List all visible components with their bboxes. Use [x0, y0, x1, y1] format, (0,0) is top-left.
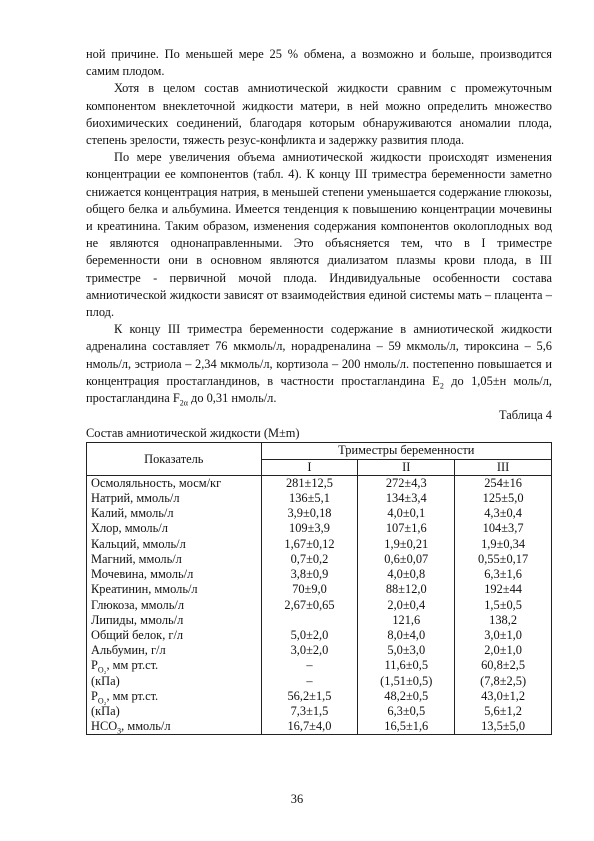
value-trimester-3: 125±5,0	[455, 491, 552, 506]
table-row	[87, 674, 552, 689]
value-trimester-1: 1,67±0,12	[261, 537, 358, 552]
row-indicator	[87, 704, 262, 719]
table-row	[87, 491, 552, 506]
paragraph-2: Хотя в целом состав амниотической жидкости сравним с промежуточным компонентом внеклеточной жидкости матери, в ней можно определить множество биохимических соединений, благодаря которым обнаруживаются аномалии плода, степень зрелости, тяжесть резус-конфликта и задержку развития плода.	[86, 81, 552, 148]
table-title: Состав амниотической жидкости (M±m)	[86, 426, 300, 441]
value-trimester-2: 11,6±0,5	[358, 658, 455, 673]
table-row	[87, 598, 552, 613]
value-trimester-2: 1,9±0,21	[358, 537, 455, 552]
value-trimester-2: 6,3±0,5	[358, 704, 455, 719]
indicator-unit: , мм рт.ст.	[106, 658, 159, 673]
header-indicator: Показатель	[87, 443, 262, 475]
indicator-label: (кПа)	[91, 703, 120, 718]
table-row	[87, 658, 552, 673]
indicator-unit: , ммоль/л	[121, 719, 171, 734]
value-trimester-2: 272±4,3	[358, 475, 455, 491]
indicator-label: Глюкоза, ммоль/л	[91, 597, 185, 612]
value-trimester-3: 6,3±1,6	[455, 567, 552, 582]
value-trimester-2: 0,6±0,07	[358, 552, 455, 567]
paragraph-4-end: до 0,31 нмоль/л.	[187, 391, 277, 406]
indicator-label: Креатинин, ммоль/л	[91, 582, 198, 597]
table-row	[87, 613, 552, 628]
table-number: Таблица 4	[499, 408, 552, 423]
row-indicator	[87, 658, 262, 673]
value-trimester-1: 56,2±1,5	[261, 689, 358, 704]
indicator-label: Мочевина, ммоль/л	[91, 567, 194, 582]
table-row	[87, 628, 552, 643]
header-trimester-3: III	[455, 459, 552, 475]
row-indicator	[87, 567, 262, 582]
value-trimester-2: (1,51±0,5)	[358, 674, 455, 689]
subscript-e2: 2	[439, 381, 444, 391]
table-row	[87, 582, 552, 597]
value-trimester-1: 70±9,0	[261, 582, 358, 597]
table-row	[87, 506, 552, 521]
row-indicator	[87, 552, 262, 567]
paragraph-4-mid: до 1,05±н моль/л, простагландина F	[86, 373, 552, 406]
row-indicator	[87, 689, 262, 704]
value-trimester-2: 2,0±0,4	[358, 598, 455, 613]
value-trimester-2: 107±1,6	[358, 521, 455, 536]
value-trimester-1: 281±12,5	[261, 475, 358, 491]
value-trimester-3: 3,0±1,0	[455, 628, 552, 643]
table-row	[87, 567, 552, 582]
row-indicator	[87, 719, 262, 735]
page-number: 36	[290, 792, 304, 806]
indicator-label: P	[91, 658, 98, 673]
value-trimester-1: –	[261, 658, 358, 673]
header-trimesters: Триместры беременности	[261, 443, 551, 459]
value-trimester-3: 138,2	[455, 613, 552, 628]
paragraph-1: ной причине. По меньшей мере 25 % обмена, а возможно и больше, производится самим плодом.	[86, 47, 552, 79]
indicator-label: Липиды, ммоль/л	[91, 612, 184, 627]
value-trimester-3: 4,3±0,4	[455, 506, 552, 521]
value-trimester-1: 7,3±1,5	[261, 704, 358, 719]
value-trimester-1: 2,67±0,65	[261, 598, 358, 613]
row-indicator	[87, 598, 262, 613]
value-trimester-2: 121,6	[358, 613, 455, 628]
indicator-label: Кальций, ммоль/л	[91, 536, 186, 551]
row-indicator	[87, 628, 262, 643]
paragraph-4	[86, 321, 552, 407]
value-trimester-1: 5,0±2,0	[261, 628, 358, 643]
row-indicator	[87, 674, 262, 689]
row-indicator	[87, 582, 262, 597]
page-content	[86, 46, 552, 735]
indicator-label: P	[91, 688, 98, 703]
indicator-label: Хлор, ммоль/л	[91, 521, 168, 536]
indicator-label: Магний, ммоль/л	[91, 551, 182, 566]
value-trimester-3: 192±44	[455, 582, 552, 597]
value-trimester-3: 60,8±2,5	[455, 658, 552, 673]
table-row	[87, 552, 552, 567]
indicator-label: HCO	[91, 719, 118, 734]
row-indicator	[87, 537, 262, 552]
header-trimester-1: I	[261, 459, 358, 475]
value-trimester-1: 3,0±2,0	[261, 643, 358, 658]
value-trimester-2: 4,0±0,8	[358, 567, 455, 582]
table-row	[87, 719, 552, 735]
indicator-label: Общий белок, г/л	[91, 627, 184, 642]
value-trimester-1	[261, 613, 358, 628]
value-trimester-1: 0,7±0,2	[261, 552, 358, 567]
value-trimester-1: 3,9±0,18	[261, 506, 358, 521]
value-trimester-2: 16,5±1,6	[358, 719, 455, 735]
composition-table	[86, 442, 552, 735]
value-trimester-3: 1,5±0,5	[455, 598, 552, 613]
table-row	[87, 537, 552, 552]
value-trimester-2: 4,0±0,1	[358, 506, 455, 521]
value-trimester-1: 16,7±4,0	[261, 719, 358, 735]
value-trimester-2: 48,2±0,5	[358, 689, 455, 704]
row-indicator	[87, 506, 262, 521]
indicator-unit: , мм рт.ст.	[106, 688, 159, 703]
table-row	[87, 704, 552, 719]
table-row	[87, 643, 552, 658]
indicator-label: (кПа)	[91, 673, 120, 688]
indicator-label: Натрий, ммоль/л	[91, 491, 180, 506]
value-trimester-3: (7,8±2,5)	[455, 674, 552, 689]
table-row	[87, 689, 552, 704]
table-body	[87, 475, 552, 734]
paragraph-4-start: К концу III триместра беременности содержание в амниотической жидкости адреналина составляет 76 мкмоль/л, норадреналина – 59 мкмоль/л, тироксина – 5,6 нмоль/л, эстриола – 2,34 мкмоль/л, кортизола – 200 нмоль/л. постепенно повышается и концентрация простагландинов, в частности простагландина E	[86, 322, 552, 388]
indicator-label: Калий, ммоль/л	[91, 506, 174, 521]
value-trimester-1: –	[261, 674, 358, 689]
row-indicator	[87, 643, 262, 658]
value-trimester-1: 136±5,1	[261, 491, 358, 506]
row-indicator	[87, 521, 262, 536]
value-trimester-2: 8,0±4,0	[358, 628, 455, 643]
header-trimester-2: II	[358, 459, 455, 475]
value-trimester-2: 134±3,4	[358, 491, 455, 506]
value-trimester-3: 0,55±0,17	[455, 552, 552, 567]
value-trimester-2: 5,0±3,0	[358, 643, 455, 658]
table-row	[87, 475, 552, 491]
value-trimester-1: 109±3,9	[261, 521, 358, 536]
table-row	[87, 521, 552, 536]
row-indicator	[87, 491, 262, 506]
indicator-subscript: 3	[117, 726, 122, 736]
indicator-label: Осмоляльность, мосм/кг	[91, 475, 222, 490]
value-trimester-3: 104±3,7	[455, 521, 552, 536]
value-trimester-2: 88±12,0	[358, 582, 455, 597]
value-trimester-3: 43,0±1,2	[455, 689, 552, 704]
indicator-subscript: O₂	[97, 665, 107, 675]
value-trimester-3: 1,9±0,34	[455, 537, 552, 552]
paragraph-3: По мере увеличения объема амниотической жидкости происходят изменения концентрации ее компонентов (табл. 4). К концу III триместра беременности заметно снижается концентрация натрия, в меньшей степени уменьшается содержание глюкозы, общего белка и альбумина. Имеется тенденция к повышению концентрации мочевины и креатинина. Таким образом, изменения содержания компонентов околоплодных вод не являются однонаправленными. Это объясняется тем, что в I триместре беременности они в основном являются диализатом плазмы крови плода, в III триместре - первичной мочой плода. Индивидуальные особенности состава амниотической жидкости зависят от взаимодействия единой системы мать – плацента – плод.	[86, 150, 552, 320]
row-indicator	[87, 475, 262, 491]
value-trimester-1: 3,8±0,9	[261, 567, 358, 582]
value-trimester-3: 254±16	[455, 475, 552, 491]
subscript-f2a: 2α	[179, 398, 188, 408]
indicator-label: Альбумин, г/л	[91, 643, 166, 658]
value-trimester-3: 2,0±1,0	[455, 643, 552, 658]
row-indicator	[87, 613, 262, 628]
indicator-subscript: O₂	[97, 696, 107, 706]
value-trimester-3: 5,6±1,2	[455, 704, 552, 719]
value-trimester-3: 13,5±5,0	[455, 719, 552, 735]
